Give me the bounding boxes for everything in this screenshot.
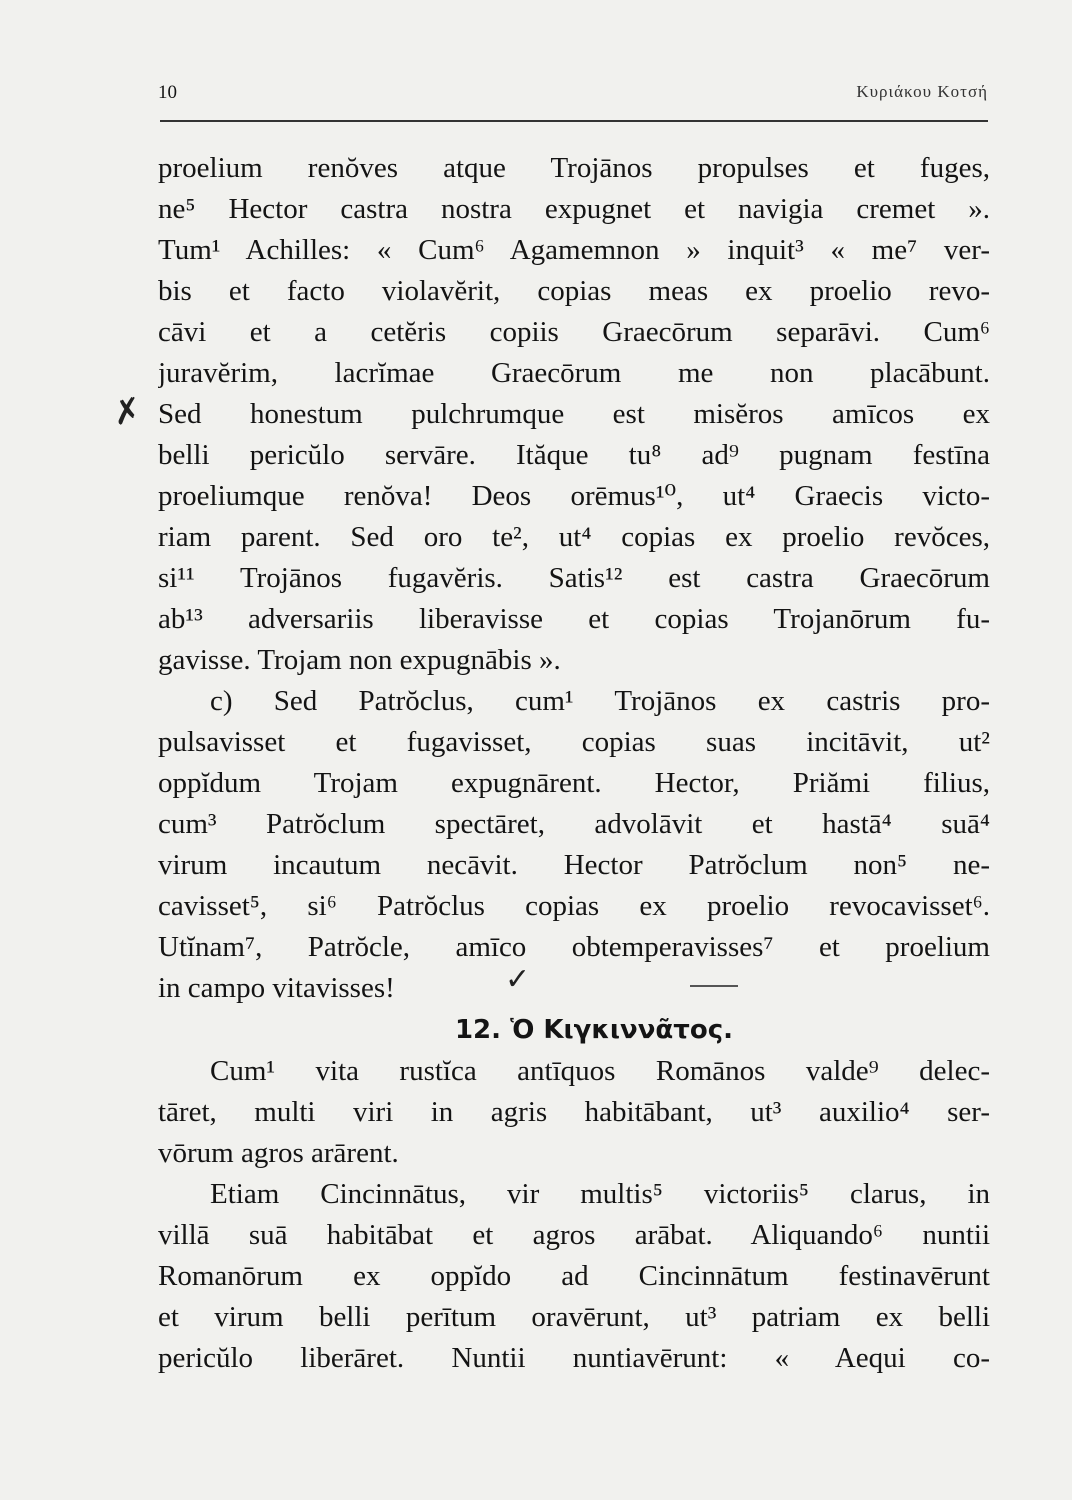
text-line: cavisset⁵, si⁶ Patrŏclus copias ex proelio revocavisset⁶.: [158, 890, 990, 922]
text-line: Romanōrum ex oppĭdo ad Cincinnātum festinavērunt: [158, 1260, 990, 1292]
text-line: gavisse. Trojam non expugnābis ».: [158, 644, 561, 676]
running-head: Κυριάκου Κοτσή: [856, 82, 988, 101]
margin-cross-mark: ✗: [109, 389, 145, 435]
text-line: Tum¹ Achilles: « Cum⁶ Agamemnon » inquit³ « me⁷ ver-: [158, 234, 990, 266]
body-text: [158, 148, 990, 1379]
section-heading: 12. Ὁ Κιγκιννᾶτος.: [454, 1015, 734, 1045]
text-line: Etiam Cincinnātus, vir multis⁵ victoriis⁵ clarus, in: [210, 1178, 990, 1210]
text-line: ab¹³ adversariis liberavisse et copias Trojanōrum fu-: [158, 603, 990, 635]
page-number: 10: [158, 82, 177, 103]
text-line: ne⁵ Hector castra nostra expugnet et navigia cremet ».: [158, 193, 990, 225]
text-line: Sed honestum pulchrumque est misĕros amīcos ex: [158, 398, 990, 430]
text-line: riam parent. Sed oro te², ut⁴ copias ex proelio revŏces,: [158, 521, 990, 553]
text-line: tāret, multi viri in agris habitābant, ut³ auxilio⁴ ser-: [158, 1096, 990, 1128]
text-line: proelium renŏves atque Trojānos propulses et fuges,: [158, 152, 990, 184]
text-line: Utĭnam⁷, Patrŏcle, amīco obtemperavisses⁷ et proelium: [158, 931, 990, 963]
text-line: si¹¹ Trojānos fugavĕris. Satis¹² est castra Graecōrum: [158, 562, 990, 594]
text-line: vōrum agros arārent.: [158, 1137, 399, 1169]
text-line: et virum belli perītum oravērunt, ut³ patriam ex belli: [158, 1301, 990, 1333]
text-line: cāvi et a cetĕris copiis Graecōrum separāvi. Cum⁶: [158, 316, 990, 348]
text-line: in campo vitavisses!: [158, 972, 395, 1004]
text-line: belli pericŭlo servāre. Ităque tu⁸ ad⁹ pugnam festīna: [158, 439, 990, 471]
text-line: virum incautum necāvit. Hector Patrŏclum non⁵ ne-: [158, 849, 990, 881]
text-line: pulsavisset et fugavisset, copias suas incitāvit, ut²: [158, 726, 990, 758]
header-rule: [160, 120, 988, 122]
text-line: cum³ Patrŏclum spectāret, advolāvit et hastā⁴ suā⁴: [158, 808, 990, 840]
text-line: juravĕrim, lacrĭmae Graecōrum me non placābunt.: [158, 357, 990, 389]
text-line: Cum¹ vita rustĭca antīquos Romānos valde⁹ delec-: [210, 1055, 990, 1087]
handwritten-stroke: [690, 985, 738, 987]
handwritten-check-mark: ✓: [505, 962, 531, 997]
text-line: bis et facto violavĕrit, copias meas ex proelio revo-: [158, 275, 990, 307]
text-line: proeliumque renŏva! Deos orēmus¹⁰, ut⁴ Graecis victo-: [158, 480, 990, 512]
text-line: oppĭdum Trojam expugnārent. Hector, Priămi filius,: [158, 767, 990, 799]
text-line: pericŭlo liberāret. Nuntii nuntiavērunt: « Aequi co-: [158, 1342, 990, 1374]
page-header: [158, 82, 988, 112]
text-line: c) Sed Patrŏclus, cum¹ Trojānos ex castris pro-: [210, 685, 990, 717]
text-line: villā suā habitābat et agros arābat. Aliquando⁶ nuntii: [158, 1219, 990, 1251]
